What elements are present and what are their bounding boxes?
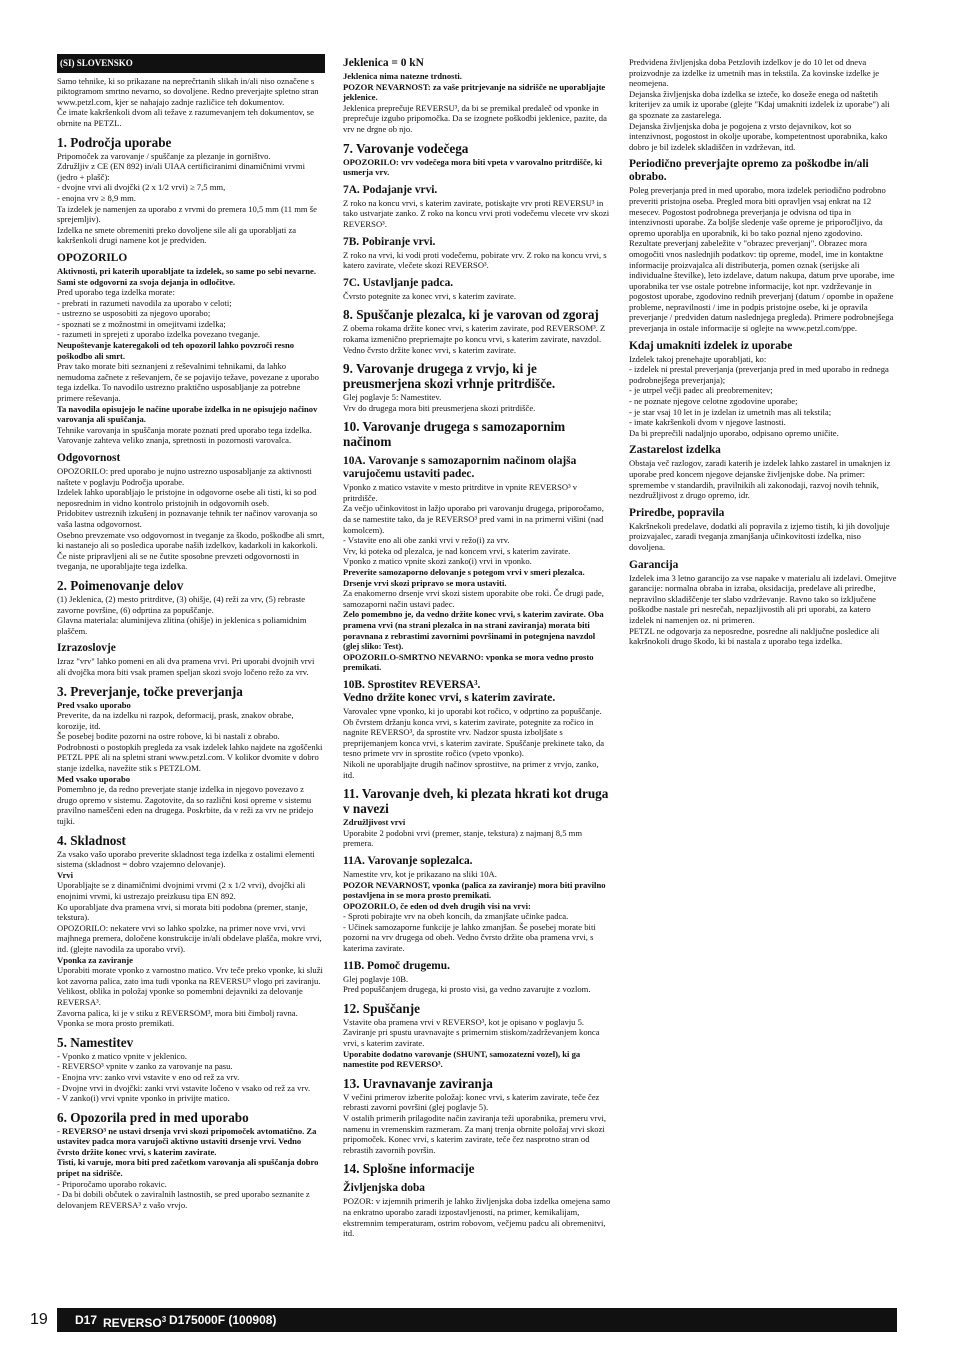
subsection-heading: Garancija bbox=[629, 558, 679, 571]
paragraph: V večini primerov izberite položaj: konec vrvi, s katerim zavirate, teče čez rebrasti zavorni površini (glej poglavje 5). V ostalih primerih prilagodite način zaviranja teži uporabnika, premeru vrvi, namenu in vremenskim razmeram. Za manj trenja obrnite položaj vrvi skozi pripomoček. Konec vrvi, s katerim zavirate, teče čez nasprotno stran od rebrastih zavornih površin. bbox=[343, 1091, 607, 1155]
subsection-heading: Periodično preverjajte opremo za poškodbe in/ali obrabo. bbox=[629, 158, 869, 184]
section-heading: 12. Spuščanje bbox=[343, 1000, 420, 1016]
paragraph: Varovalec vpne vponko, ki jo uporabi kot ročico, v odprtino za popuščanje. Ob čvrstem držanju konca vrvi, s katerim zavirate, potegnite za ročico in nagnite REVERSO³, da sprostite vrv. Nadzor spusta izboljšate s preprijemanjem konca vrvi, s katerim zavirate. Spuščanje prekinete tako, da tesno primete vrv in sprostite ročico (vpeto vponko). Nikoli ne uporabljajte drugih načinov sprostitve, na primer z vrvjo, zanko, itd. bbox=[343, 705, 605, 780]
paragraph: Predvidena življenjska doba Petzlovih izdelkov je do 10 let od dneva proizvodnje za izdelke iz umetnih mas in tekstila. Za kovinske izdelke je neomejena. Dejanska življenjska doba izdelka se izteče, ko doseže enega od naštetih kriterijev za umik iz uporabe (glejte "Kdaj umakniti izdelek iz uporabe") ali ga spoznate za zastarelega. Dejanska življenjska doba je pogojena z vrsto dejavnikov, kot so intenzivnost, pogostost in okolje uporabe, kompetentnost uporabnika, kako dobro je bil izdelek skladiščen in vzdrževan, itd. bbox=[629, 57, 890, 152]
section-heading: 2. Poimenovanje delov bbox=[57, 577, 184, 593]
paragraph: - Priporočamo uporabo rokavic. - Da bi dobili občutek o zaviralnih lastnostih, se pred uporabo seznanite z delovanjem REVERSA³ z vašo vrvjo. bbox=[57, 1178, 310, 1210]
bold-paragraph: Aktivnosti, pri katerih uporabljate ta izdelek, so same po sebi nevarne. Sami ste odgovorni za svoja dejanja in odločitve. bbox=[57, 265, 317, 287]
paragraph: Z roko na vrvi, ki vodi proti vodečemu, pobirate vrv. Z roko na koncu vrvi, s katero zavirate, vlečete skozi REVERSO³. bbox=[343, 249, 607, 271]
bold-paragraph: Jeklenica nima natezne trdnosti. POZOR NEVARNOST: za vaše pritrjevanje na sidrišče ne uporabljajte jeklenice. bbox=[343, 71, 606, 103]
bold-paragraph: - REVERSO³ ne ustavi drsenja vrvi skozi pripomoček avtomatično. Za ustavitev padca mora varujoči aktivno ustaviti drsenje vrvi. Vedno čvrsto držite konec vrvi, s katerim zavirate. Tisti, ki varuje, mora biti pred začetkom varovanja ali spuščanja dobro pripet na sidrišče. bbox=[57, 1125, 319, 1179]
page-number: 19 bbox=[30, 1311, 48, 1328]
subsection-heading: Zastarelost izdelka bbox=[629, 444, 721, 457]
subsection-heading: OPOZORILO bbox=[57, 251, 128, 264]
paragraph: Samo tehnike, ki so prikazane na neprečrtanih slikah in/ali niso označene s piktogramom smrtno nevarno, so dovoljene. Redno preverjajte spletno stran www.petzl.com, kjer se nahajajo zadnje različice teh dokumentov. Če imate kakršenkoli dvom ali težave z razumevanjem teh dokumentov, se obrnite na PETZL. bbox=[57, 75, 319, 128]
paragraph: Za vsako vašo uporabo preverite skladnost tega izdelka z ostalimi elementi sistema (skladnost = dobro vzajemno delovanje). bbox=[57, 848, 315, 870]
paragraph: Uporabljajte se z dinamičnimi dvojnimi vrvmi (2 x 1/2 vrvi), dvojčki ali enojnimi vrvmi, ki ustrezajo preizkusu tipa EN 892. Ko uporabljate dva pramena vrvi, si morata biti podobna (premer, stanje, tekstura). OPOZORILO: nekatere vrvi so lahko spolzke, na primer nove vrvi, vrvi majhnega premera, določene konstrukcije in/ali obdelave plašča, mokre vrvi, itd. (glejte navodila za uporabo vrvi). bbox=[57, 880, 322, 954]
subsection-heading: 7B. Pobiranje vrvi. bbox=[343, 235, 436, 248]
paragraph: Preverite, da na izdelku ni razpok, deformacij, prask, znakov obrabe, korozije, itd. Še posebej bodite pozorni na ostre robove, ki bi nastali z obrabo. Podrobnosti o postopkih pregleda za vsak izdelek lahko najdete na zgoščenki PETZL PPE ali na spletni strani www.petzl.com. V kolikor dvomite v dobro stanje izdelka, navežite stik s PETZLOM. bbox=[57, 710, 323, 774]
paragraph: Uporabiti morate vponko z varnostno matico. Vrv teče preko vponke, ki služi kot zavorna palica, zato ima tudi vponka na REVERSU³ vlogo pri zaviranju. Velikost, oblika in položaj vponke so pomembni dejavniki za delovanje REVERSA³. Zavorna palica, ki je v stiku z REVERSOM³, mora biti čimbolj ravna. Vponka se mora prosto premikati. bbox=[57, 965, 323, 1029]
paragraph: Uporabite 2 podobni vrvi (premer, stanje, tekstura) z najmanj 8,5 mm premera. bbox=[343, 827, 583, 849]
section-heading: 7. Varovanje vodečega bbox=[343, 140, 469, 156]
subsection-heading: 7A. Podajanje vrvi. bbox=[343, 183, 438, 196]
paragraph: Za enakomerno drsenje vrvi skozi sistem uporabite obe roki. Če drugi pade, samozaporni način ustavi padec. bbox=[343, 588, 604, 609]
document-reference: D175000F (100908) bbox=[169, 1313, 277, 1327]
section-heading: 5. Namestitev bbox=[57, 1034, 134, 1050]
subsection-heading: Življenjska doba bbox=[343, 1182, 425, 1195]
paragraph: Poleg preverjanja pred in med uporabo, mora izdelek periodično podrobno preveriti pristojna oseba. Pregled mora biti opravljen vsaj enkrat na 12 mesecev. Pogostost podrobnega preverjanja je odvisna od tipa in intenzivnosti uporabe. Za boljše sledenje vaše opreme je priporočljivo, da opremo uporablja en uporabnik, ki bo tako poznal njeno zgodovino. Rezultate preverjanj zabeležite v "obrazec preverjanj". Obrazec mora omogočiti vnos naslednjih podatkov: tip opreme, model, ime in kontaktne informacije proizvajalca ali distributerja, pomen oznak (serijske ali individualne številke), leto izdelave, datum nakupa, datum prve uporabe, ime uporabnika ter vse ostale potrebne informacije, kot npr. vzdrževanje in pogostost uporabe, zgodovino rednih preverjanj (datum / opombe in opažene probleme, nepravilnosti / ime in podpis pristojne osebe, ki je opravila preverjanje / predviden datum naslednjega pregleda). Primere podrobnejšega preverjanja in ostale informacije si oglejte na www.petzl.com/ppe. bbox=[629, 185, 895, 334]
paragraph: OPOZORILO: pred uporabo je nujno ustrezno usposabljanje za aktivnosti naštete v poglavju Področja uporabe. Izdelek lahko uporabljajo le pristojne in odgovorne osebe ali tisti, ki so pod neposrednim in vidno kontrolo pristojnih in odgovornih oseb. Pridobitev ustreznih izkušenj in poznavanje tehnik ter načinov varovanja so vaša lastna odgovornost. Osebno prevzemate vso odgovornost in tveganje za škodo, poškodbe ali smrt, ki nastanejo ali so posledica uporabe naših izdelkov, kadarkoli in kakorkoli. Če niste pripravljeni ali se ne čutite sposobne prevzeti odgovornosti in tveganja, ne uporabljajte tega izdelka. bbox=[57, 466, 325, 572]
paragraph: Namestite vrv, kot je prikazano na sliki 10A. bbox=[343, 868, 497, 879]
bold-paragraph: Združljivost vrvi bbox=[343, 817, 406, 828]
section-heading: 1. Področja uporabe bbox=[57, 134, 172, 150]
subsection-heading: Izrazoslovje bbox=[57, 642, 116, 655]
paragraph: Izraz "vrv" lahko pomeni en ali dva pramena vrvi. Pri uporabi dvojnih vrvi ali dvojčka mora biti vsak pramen speljan skozi svojo ločeno režo za vrv. bbox=[57, 656, 315, 677]
column-left-body bbox=[57, 76, 325, 1211]
paragraph: Glej poglavje 5: Namestitev. Vrv do drugega mora biti preusmerjena skozi pritrdišče. bbox=[343, 392, 536, 413]
column-right bbox=[629, 57, 897, 647]
bold-paragraph: OPOZORILO: vrv vodečega mora biti vpeta v varovalno pritrdišče, ki usmerja vrv. bbox=[343, 156, 603, 178]
paragraph: Pred uporabo tega izdelka morate: - prebrati in razumeti navodila za uporabo v celoti; - ustrezno se usposobiti za njegovo uporabo; - spoznati se z možnostmi in omejitvami izdelka; - razumeti in sprejeti z uporabo izdelka povezano tveganje. bbox=[57, 287, 261, 340]
paragraph: Obstaja več razlogov, zaradi katerih je izdelek lahko zastarel in umaknjen iz uporabe pred koncem njegove dejanske življenjske dobe. Na primer: spremembe v standardih, pravilnikih ali zakonodaji, razvoj novih tehnik, nezdružljivost z drugo opremo, idr. bbox=[629, 458, 891, 501]
subsection-heading: 11B. Pomoč drugemu. bbox=[343, 959, 450, 972]
footer-bar bbox=[57, 1308, 897, 1332]
subsection-heading: 7C. Ustavljanje padca. bbox=[343, 276, 454, 289]
bold-paragraph: Uporabite dodatno varovanje (SHUNT, samozatezni vozel), ki ga namestite pod REVERSO³. bbox=[343, 1048, 581, 1070]
paragraph: Izdelek takoj prenehajte uporabljati, ko: - izdelek ni prestal preverjanja (preverjanja pred in med uporabo in rednega podrobnejšega preverjanja); - je utrpel večji padec ali preobremenitev; - ne poznate njegove celotne zgodovine uporabe; - je star vsaj 10 let in je izdelan iz umetnih mas ali tekstila; - imate kakršenkoli dvom v njegove lastnosti. Da bi preprečili nadaljnjo uporabo, odpisano opremo uničite. bbox=[629, 353, 889, 438]
paragraph: Prav tako morate biti seznanjeni z reševalnimi tehnikami, da lahko nemudoma začnete z reševanjem, če se pojavijo težave, povezane z uporabo tega izdelka. To navodilo ustrezno praktično usposabljanje za potrebne primere reševanja. bbox=[57, 361, 319, 404]
bold-paragraph: Ta navodila opisujejo le načine uporabe izdelka in ne opisujejo načinov varovanja ali spuščanja. bbox=[57, 403, 318, 425]
paragraph: Izdelek ima 3 letno garancijo za vse napake v materialu ali izdelavi. Omejitve garancije: normalna obraba in izraba, oksidacija, predelave ali priredbe, nepravilno skladiščenje ter slabo vzdrževanje. Ravno tako so izključene poškodbe nastale pri nesrečah, nepazljivostih ali pri uporabi, za katero izdelek ni namenjen oz. ni primeren. PETZL ne odgovarja za neposredne, posredne ali naključne posledice ali kakršnokoli drugo škodo, ki bi nastala z uporabo tega izdelka. bbox=[629, 572, 897, 647]
subsection-heading: Priredbe, popravila bbox=[629, 506, 725, 519]
section-heading: 10. Varovanje drugega s samozapornim načinom bbox=[343, 419, 566, 450]
paragraph: Vponko z matico vstavite v mesto pritrditve in vpnite REVERSO³ v pritrdišče. Za večjo učinkovitost in lažjo uporabo pri varovanju drugega, priporočamo, da se namestite tako, da je REVERSO³ pred vami in na primerni višini (nad komolcem). - Vstavite eno ali obe zanki vrvi v režo(i) za vrv. Vrv, ki poteka od plezalca, je nad koncem vrvi, s katerim zavirate. Vponko z matico vpnite skozi zanko(i) vrvi in vponko. bbox=[343, 482, 604, 567]
section-heading: 6. Opozorila pred in med uporabo bbox=[57, 1109, 249, 1125]
subsection-heading: Kdaj umakniti izdelek iz uporabe bbox=[629, 339, 793, 352]
subsection-heading: Odgovornost bbox=[57, 452, 121, 464]
subsection-heading: 11A. Varovanje soplezalca. bbox=[343, 854, 473, 867]
section-heading: 14. Splošne informacije bbox=[343, 1161, 475, 1177]
subsection-heading: 10B. Sprostitev REVERSA³. Vedno držite konec vrvi, s katerim zavirate. bbox=[343, 678, 556, 704]
product-name-sup: 3 bbox=[161, 1315, 167, 1324]
column-middle bbox=[343, 57, 611, 1239]
bold-paragraph: POZOR NEVARNOST, vponka (palica za zaviranje) mora biti pravilno postavljena in se mora prosto premikati. OPOZORILO, če eden od dveh drugih visi na vrvi: bbox=[343, 879, 606, 911]
paragraph: Z roko na koncu vrvi, s katerim zavirate, potiskajte vrv proti REVERSU³ in tako ustvarjate zanko. Z roko na koncu vrvi proti vodečemu vlecete vrv skozi REVERSO³. bbox=[343, 197, 610, 229]
section-heading: 3. Preverjanje, točke preverjanja bbox=[57, 683, 243, 699]
product-name bbox=[103, 1308, 166, 1335]
subsection-heading: 10A. Varovanje s samozapornim načinom olajša varujočemu ustaviti padec. bbox=[343, 455, 577, 481]
paragraph: Glej poglavje 10B. Pred popuščanjem drugega, ki prosto visi, ga vedno zavarujte z vozlom. bbox=[343, 973, 591, 995]
paragraph: (1) Jeklenica, (2) mesto pritrditve, (3) ohišje, (4) reži za vrv, (5) rebraste zavorne površine, (6) odprtina za popuščanje. Glavna materiala: aluminijeva zlitina (ohišje) in jeklenica s poliamidnim plaščem. bbox=[57, 593, 307, 636]
paragraph: - Vponko z matico vpnite v jeklenico. - REVERSO³ vpnite v zanko za varovanje na pasu. - Enojna vrv: zanko vrvi vstavite v eno od rež za vrv. - Dvojne vrvi in dvojčki: zanki vrvi vstavite ločeno v vsako od rež za vrv. - V zanko(i) vrvi vpnite vponko in privijte matico. bbox=[57, 1050, 311, 1104]
paragraph: POZOR: v izjemnih primerih je lahko življenjska doba izdelka omejena samo na enkratno uporabo zaradi izpostavljenosti, na primer, kemikalijam, ekstremnim temperaturam, ostrim robovom, večjemu padcu ali obremenitvi, itd. bbox=[343, 1196, 611, 1239]
paragraph: Kakršnekoli predelave, dodatki ali popravila z izjemo tistih, ki jih dovoljuje proizvajalec, zaradi tveganja zmanjšanja učinkovitosti izdelka, niso dovoljena. bbox=[629, 520, 890, 552]
paragraph: Čvrsto potegnite za konec vrvi, s katerim zavirate. bbox=[343, 290, 517, 301]
bold-paragraph: Preverite samozaporno delovanje s potegom vrvi v smeri plezalca. Drsenje vrvi skozi pripravo se mora ustaviti. bbox=[343, 567, 585, 588]
section-heading: 9. Varovanje drugega z vrvjo, ki je preusmerjena skozi vrhnje pritrdišče. bbox=[343, 361, 556, 392]
column-left bbox=[57, 54, 325, 1210]
bold-paragraph: Neupoštevanje kateregakoli od teh opozoril lahko povzroči resno poškodbo ali smrt. bbox=[57, 340, 295, 361]
bold-paragraph: Med vsako uporabo bbox=[57, 773, 131, 784]
bold-paragraph: Vponka za zaviranje bbox=[57, 954, 133, 965]
product-name-text: REVERSO bbox=[103, 1316, 162, 1330]
paragraph: Z obema rokama držite konec vrvi, s katerim zavirate, pod REVERSOM³. Z rokama izmenično prepriemajte po koncu vrvi, s katerim zavirate, navzdol. Vedno čvrsto držite konec vrvi, s katerim zavirate. bbox=[343, 323, 606, 355]
language-header: (SI) SLOVENSKO bbox=[57, 54, 325, 73]
paragraph: Tehnike varovanja in spuščanja morate poznati pred uporabo tega izdelka. Varovanje zahteva veliko znanja, spretnosti in pozornosti varovalca. bbox=[57, 424, 312, 446]
bold-paragraph: Vrvi bbox=[57, 869, 74, 880]
section-heading: 11. Varovanje dveh, ki plezata hkrati kot druga v navezi bbox=[343, 786, 609, 817]
section-heading: 4. Skladnost bbox=[57, 832, 126, 848]
paragraph: Jeklenica preprečuje REVERSU³, da bi se premikal predaleč od vponke in preprečuje izgubo pripomočka. Da se izognete poškodbi jeklenice, pazite, da vrv ne drgne ob njo. bbox=[343, 102, 607, 134]
paragraph: Pomembno je, da redno preverjate stanje izdelka in njegovo povezavo z drugo opremo v sistemu. Zagotovite, da so različni kosi opreme v sistemu pravilno nameščeni eden na drugega. Poskrbite, da v reži za vrv ne pridejo tujki. bbox=[57, 784, 314, 827]
section-heading: 8. Spuščanje plezalca, ki je varovan od zgoraj bbox=[343, 307, 599, 323]
section-heading: 13. Uravnavanje zaviranja bbox=[343, 1075, 493, 1091]
paragraph: Pripomoček za varovanje / spuščanje za plezanje in gorništvo. Združljiv z CE (EN 892) in/ali UIAA certificiranimi dinamičnimi vrvmi (jedro + plašč): - dvojne vrvi ali dvojčki (2 x 1/2 vrvi) ≥ 7,5 mm, - enojna vrv ≥ 8,9 mm. Ta izdelek je namenjen za uporabo z vrvmi do premera 10,5 mm (11 mm še sprejemljiv). Izdelka ne smete obremeniti preko dovoljene sile ali ga uporabljati za kakršenkoli drugi namene kot je predviden. bbox=[57, 150, 317, 246]
bold-paragraph: Zelo pomembno je, da vedno držite konec vrvi, s katerim zavirate. Oba pramena vrvi (na strani plezalca in na strani zaviranja) morata biti poravnana z rebrastimi zavornimi površinami in potegnjena navzdol (glej sliko: Test). OPOZORILO-SMRTNO NEVARNO: vponka se mora vedno prosto premikati. bbox=[343, 609, 604, 673]
paragraph: Vstavite oba pramena vrvi v REVERSO³, kot je opisano v poglavju 5. Zaviranje pri spustu uravnavajte s primernim stiskom/zadrževanjem konca vrvi, s katerim zavirate. bbox=[343, 1016, 600, 1049]
subsection-heading: Jeklenica = 0 kN bbox=[343, 57, 424, 69]
paragraph: - Sproti pobirajte vrv na obeh koncih, da zmanjšate učinke padca. - Učinek samozaporne funkcije je lahko zmanjšan. Še posebej morate biti pozorni na vrv drugega od obeh. Vedno čvrsto držite oba pramena vrvi, s katerima zavirate. bbox=[343, 911, 596, 954]
bold-paragraph: Pred vsako uporabo bbox=[57, 699, 131, 710]
product-code: D17 bbox=[75, 1313, 98, 1327]
